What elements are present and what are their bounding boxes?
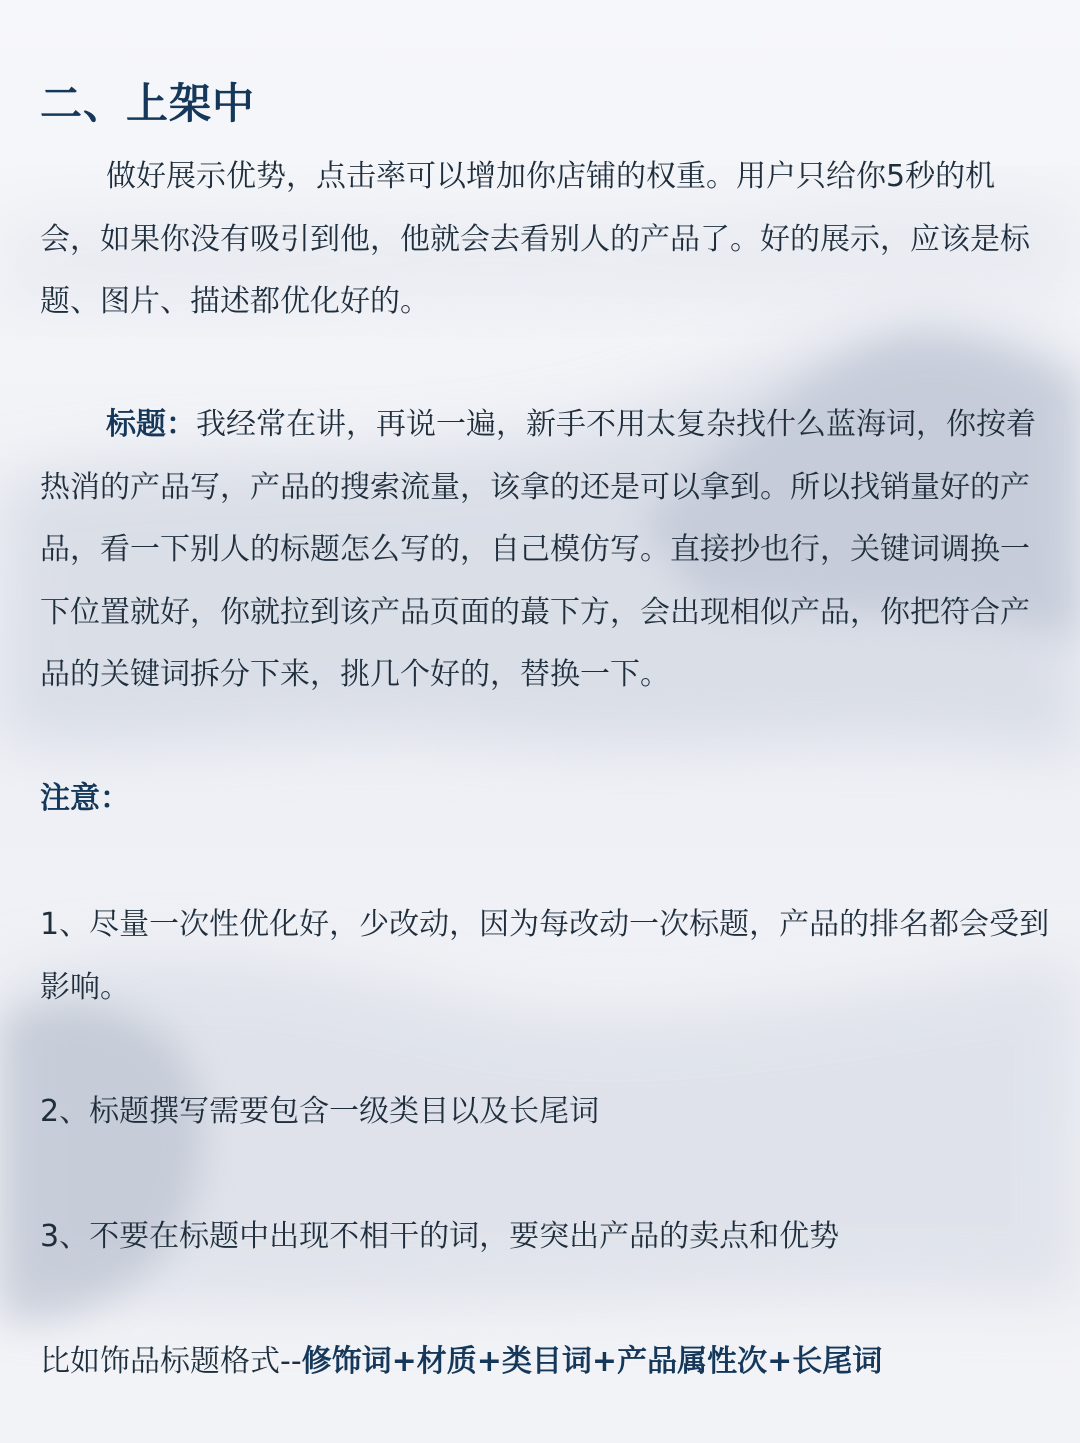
title-tip-paragraph — [40, 394, 1055, 707]
format-example — [40, 1331, 1055, 1394]
note-item-1: 1、尽量一次性优化好，少改动，因为每改动一次标题，产品的排名都会受到影响。 — [40, 907, 1050, 1005]
format-example-formula: 修饰词+材质+类目词+产品属性次+长尾词 — [301, 1344, 883, 1379]
title-tip-label: 标题： — [106, 407, 196, 442]
title-tip-text: 我经常在讲，再说一遍，新手不用太复杂找什么蓝海词，你按着热消的产品写，产品的搜索流量，该拿的还是可以拿到。所以找销量好的产品，看一下别人的标题怎么写的，自己模仿写。直接抄也行，关键词调换一下位置就好，你就拉到该产品页面的蕞下方，会出现相似产品，你把符合产品的关键词拆分下来，挑几个好的，替换一下。 — [40, 407, 1036, 692]
notes-label: 注意： — [40, 781, 130, 816]
format-example-prefix: 比如饰品标题格式-- — [40, 1344, 302, 1379]
section-heading: 二、上架中 — [40, 79, 256, 128]
note-item-3: 3、不要在标题中出现不相干的词，要突出产品的卖点和优势 — [40, 1219, 840, 1254]
note-item-2: 2、标题撰写需要包含一级类目以及长尾词 — [40, 1094, 600, 1129]
intro-paragraph: 做好展示优势，点击率可以增加你店铺的权重。用户只给你5秒的机会，如果你没有吸引到他，他就会去看别人的产品了。好的展示，应该是标题、图片、描述都优化好的。 — [40, 159, 1030, 319]
